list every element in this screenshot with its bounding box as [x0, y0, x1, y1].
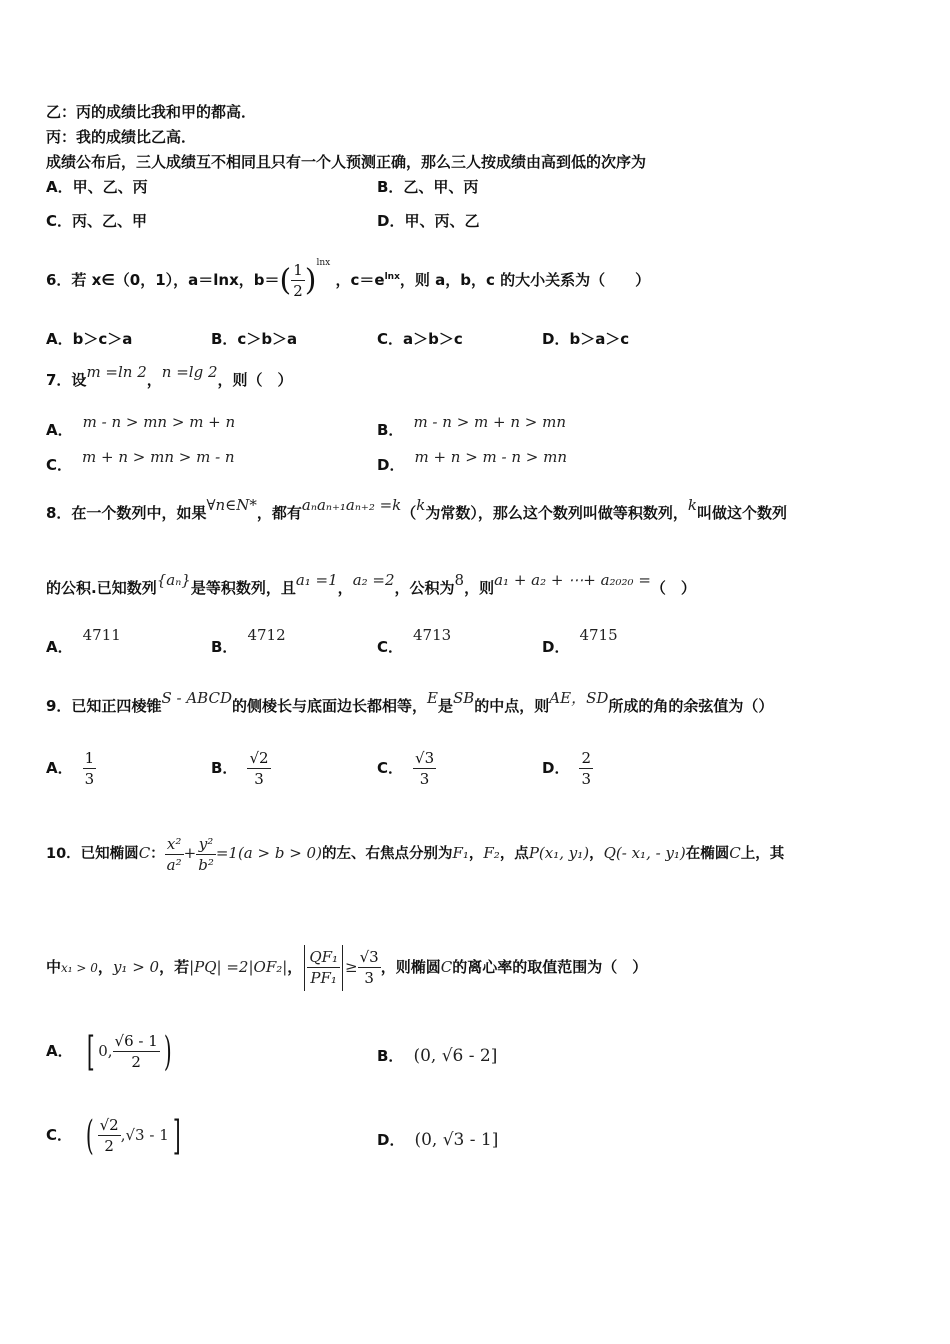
q7-option-d-expr: m + n > m - n > mn — [414, 448, 568, 466]
q8-a2: a₂ =2 — [352, 571, 395, 589]
q10-point-q: Q(- x₁, - y₁) — [603, 844, 686, 862]
q6-half-fraction: $\frac{1}{2}$ — [293, 261, 303, 300]
q10-option-b-expr: (0, √6 - 2] — [413, 1046, 498, 1066]
q9-option-d[interactable]: D． $\frac{2}{3}$ — [542, 749, 591, 788]
q7-option-c[interactable]: C． m + n > mn > m - n — [46, 448, 235, 474]
q8-option-c[interactable]: C．4713 — [377, 626, 452, 656]
q5-stem: 成绩公布后，三人成绩互不相同且只有一个人预测正确，那么三人按成绩由高到低的次序为 — [46, 153, 647, 171]
q10-bound: $\frac{√3}{3}$ — [359, 948, 379, 987]
q9-option-c[interactable]: C． $\frac{√3}{3}$ — [377, 749, 435, 788]
q5-option-c[interactable]: C．丙、乙、甲 — [46, 212, 148, 230]
q9-option-a-fraction: $\frac{1}{3}$ — [84, 749, 95, 788]
q8-condition: ∀n∈N* — [206, 496, 257, 514]
q9-pyramid: S - ABCD — [161, 689, 232, 707]
q7-suffix: ，则（ ） — [217, 371, 293, 389]
q10-stem-line2: 中x₁ > 0，y₁ > 0，若|PQ| =2|OF₂|， $\frac{\text{QF₁}}{\text{PF₁}}$ ≥ $\frac{√3}{3}$ ，则椭圆C的离心率的取值范围为（ ） — [46, 940, 647, 995]
q6-text-3: ，则 a，b，c 的大小关系为（ ） — [399, 271, 651, 289]
q8-option-d[interactable]: D．4715 — [542, 626, 618, 656]
q10-ellipse-c-3: C — [440, 958, 453, 976]
q8-k-2: k — [687, 496, 697, 514]
q8-option-a[interactable]: A．4711 — [46, 626, 121, 656]
q7-n-definition: n =lg 2 — [161, 363, 218, 381]
q7-option-a[interactable]: A． m - n > mn > m + n — [46, 413, 236, 439]
q7-option-b-expr: m - n > m + n > mn — [413, 413, 567, 431]
q10-x-term: $\frac{\text{x²}}{\text{a²}}$ — [166, 834, 182, 874]
q6-exponent-c: lnx — [384, 272, 400, 282]
q10-y1-positive: y₁ > 0 — [112, 958, 160, 976]
q10-f1: F₁ — [452, 844, 469, 862]
q10-ratio: $\frac{\text{QF₁}}{\text{PF₁}}$ — [309, 948, 339, 987]
q9-option-b[interactable]: B． $\frac{√2}{3}$ — [211, 749, 269, 788]
q10-f2: F₂ — [483, 844, 500, 862]
q10-point-p: P(x₁, y₁) — [528, 844, 590, 862]
q7-stem: 7．设m =ln 2，n =lg 2，则（ ） — [46, 363, 293, 389]
q9-option-d-fraction: $\frac{2}{3}$ — [581, 749, 591, 788]
q8-option-a-value: 4711 — [82, 626, 121, 644]
q8-option-b-value: 4712 — [247, 626, 286, 644]
q10-x1-positive: x₁ > 0 — [61, 961, 98, 975]
q8-product: aₙaₙ₊₁aₙ₊₂ =k — [301, 496, 402, 514]
q5-option-d[interactable]: D．甲、丙、乙 — [377, 212, 480, 230]
q8-option-c-value: 4713 — [413, 626, 452, 644]
q8-stem-line1: 8．在一个数列中，如果∀n∈N*，都有aₙaₙ₊₁aₙ₊₂ =k（k为常数），那么这个数列叫做等积数列，k叫做这个数列 — [46, 496, 788, 522]
q7-prefix: 7．设 — [46, 371, 87, 389]
q10-option-b[interactable]: B． (0, √6 - 2] — [377, 1046, 498, 1066]
q8-sequence: {aₙ} — [156, 571, 191, 589]
q9-edge-sb: SB — [452, 689, 475, 707]
q8-sum: a₁ + a₂ + ⋯+ a₂₀₂₀ = — [494, 571, 651, 589]
q6-exponent-b: lnx — [316, 258, 331, 268]
q10-option-c-fraction: $\frac{√2}{2}$ — [99, 1116, 119, 1155]
q5-statement-bing: 丙：我的成绩比乙高． — [46, 128, 197, 146]
q6-option-d[interactable]: D．b＞a＞c — [542, 330, 630, 348]
q6-option-c[interactable]: C．a＞b＞c — [377, 330, 463, 348]
q10-option-a[interactable]: A． [ 0, $\frac{√6 - 1}{2}$ ) — [46, 1028, 172, 1075]
q8-k: k — [416, 496, 426, 514]
q7-option-c-expr: m + n > mn > m - n — [82, 448, 235, 466]
q7-option-b[interactable]: B． m - n > m + n > mn — [377, 413, 567, 439]
q10-pq-relation: |PQ| =2|OF₂| — [189, 958, 288, 976]
q7-option-a-expr: m - n > mn > m + n — [82, 413, 236, 431]
q10-stem-line1: 10．已知椭圆C： $\frac{\text{x²}}{\text{a²}}$ + $\frac{\text{y²}}{\text{b²}}$ =1(a > b > 0)的左、右焦点分别为F₁，F₂，点P(x₁, y₁)，Q(- x₁, - y₁)在椭圆C上，其 — [46, 834, 785, 874]
q8-a1: a₁ =1 — [295, 571, 338, 589]
q6-option-a[interactable]: A．b＞c＞a — [46, 330, 133, 348]
q9-lines: AE，SD — [549, 689, 609, 707]
q10-ellipse-c-2: C — [729, 844, 741, 862]
q10-option-c[interactable]: C． ( $\frac{√2}{2}$ ,√3 - 1] — [46, 1112, 181, 1159]
q8-option-d-value: 4715 — [579, 626, 618, 644]
q10-condition: =1(a > b > 0) — [215, 844, 322, 862]
q8-stem-line2: 的公积.已知数列{aₙ}是等积数列，且a₁ =1，a₂ =2，公积为8，则a₁ + a₂ + ⋯+ a₂₀₂₀ =（ ） — [46, 571, 696, 597]
q7-option-d[interactable]: D． m + n > m - n > mn — [377, 448, 568, 474]
q5-statement-yi: 乙：丙的成绩比我和甲的都高． — [46, 103, 257, 121]
q9-option-a[interactable]: A． $\frac{1}{3}$ — [46, 749, 95, 788]
q6-stem: 6．若 x∈（0，1），a＝lnx，b＝( $\frac{1}{2}$ )$^{lnx}$ ，$c=e^{lnx}$，则 a，b，c 的大小关系为（ ） — [46, 258, 651, 300]
q10-ellipse-c: C — [138, 844, 151, 862]
q10-option-d[interactable]: D． (0, √3 - 1] — [377, 1130, 499, 1150]
q7-m-definition: m =ln 2 — [86, 363, 147, 381]
q5-option-a[interactable]: A．甲、乙、丙 — [46, 178, 148, 196]
q6-text-1: 6．若 x∈（0，1），a＝lnx，b＝ — [46, 271, 280, 289]
q8-common-product: 8 — [454, 571, 465, 589]
q9-option-c-fraction: $\frac{√3}{3}$ — [415, 749, 435, 788]
q9-point-e: E — [427, 689, 438, 707]
q10-geq: ≥ — [345, 958, 358, 976]
q9-stem: 9．已知正四棱锥S - ABCD的侧棱长与底面边长都相等，E是SB的中点，则AE，SD所成的角的余弦值为（） — [46, 689, 774, 715]
q6-text-2: ，c＝e — [335, 271, 385, 289]
q10-option-a-fraction: $\frac{√6 - 1}{2}$ — [114, 1032, 158, 1071]
q8-option-b[interactable]: B．4712 — [211, 626, 286, 656]
q10-option-d-expr: (0, √3 - 1] — [414, 1130, 499, 1150]
q10-option-c-rest: ,√3 - 1 — [120, 1126, 169, 1144]
q10-y-term: $\frac{\text{y²}}{\text{b²}}$ — [198, 834, 214, 874]
q5-option-b[interactable]: B．乙、甲、丙 — [377, 178, 479, 196]
q9-option-b-fraction: $\frac{√2}{3}$ — [249, 749, 269, 788]
q6-option-b[interactable]: B．c＞b＞a — [211, 330, 298, 348]
